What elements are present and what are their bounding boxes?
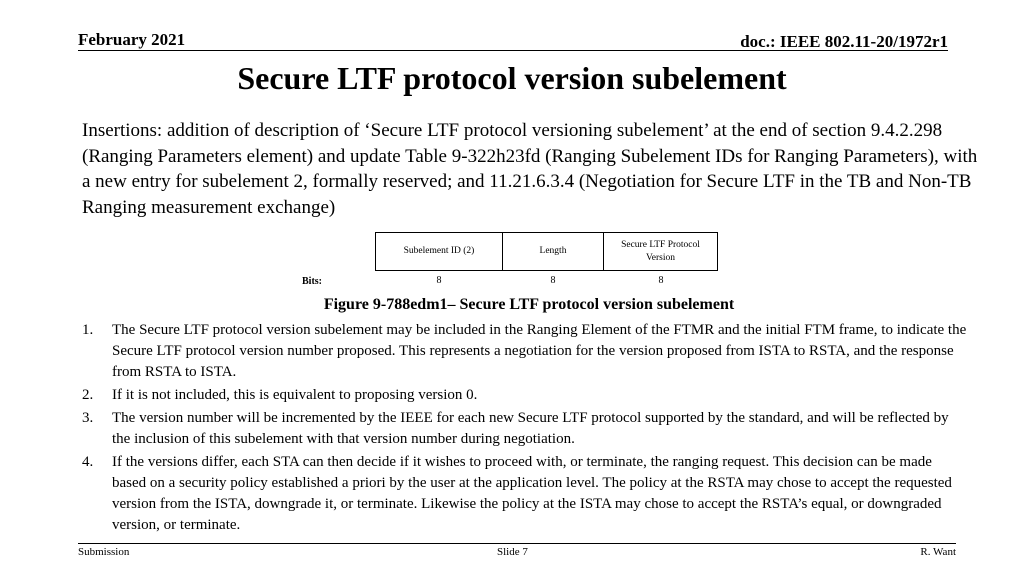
footer-author: R. Want [920, 546, 956, 558]
field-subelement-id: Subelement ID (2) [376, 233, 503, 271]
subelement-format-figure [375, 232, 718, 271]
list-item [82, 320, 967, 383]
list-item-text: The version number will be incremented by the IEEE for each new Secure LTF protocol supported by the standard, and will be reflected by the inclusion of this subelement with that version number during negotiation. [112, 410, 949, 447]
header-divider [78, 50, 948, 51]
list-item-number: 3. [82, 410, 94, 426]
bits-protocol-version: 8 [658, 275, 664, 286]
intro-paragraph: Insertions: addition of description of ‘Secure LTF protocol versioning subelement’ at the end of section 9.4.2.298 (Ranging Parameters element) and update Table 9-322h23fd (Ranging Subelement IDs for Ranging Parameters), with a new entry for subelement 2, formally reserved; and 11.21.6.3.4 (Negotiation for Secure LTF in the TB and Non-TB Ranging measurement exchange) [82, 120, 978, 218]
list-item-text: The Secure LTF protocol version subelement may be included in the Ranging Element of the FTMR and the initial FTM frame, to indicate the Secure LTF protocol version number proposed. This represents a negotiation for the version proposed from ISTA to RSTA, and the response from RSTA to ISTA. [112, 322, 967, 380]
figure-caption: Figure 9-788edm1– Secure LTF protocol version subelement [323, 296, 735, 313]
footer-divider [78, 543, 956, 544]
field-length: Length [503, 233, 604, 271]
list-item [82, 385, 967, 406]
header-doc-id: doc.: IEEE 802.11-20/1972r1 [740, 32, 948, 51]
list-item-number: 1. [82, 322, 94, 338]
bits-label: Bits: [302, 276, 322, 287]
bits-length: 8 [550, 275, 556, 286]
list-item [82, 408, 967, 450]
list-item-text: If it is not included, this is equivalent to proposing version 0. [112, 387, 478, 403]
list-item-number: 4. [82, 454, 94, 470]
header-date: February 2021 [78, 30, 186, 49]
numbered-list [82, 320, 967, 538]
list-item-number: 2. [82, 387, 94, 403]
bits-subelement-id: 8 [436, 275, 442, 286]
field-protocol-version: Secure LTF Protocol Version [604, 233, 718, 271]
footer-submission: Submission [78, 546, 130, 558]
footer-slide-number: Slide 7 [497, 546, 528, 558]
list-item-text: If the versions differ, each STA can then decide if it wishes to proceed with, or terminate, the ranging request. This decision can be made based on a security policy established a priori by the user at the application level. The policy at the RSTA may chose to accept the requested version from the ISTA, downgrade it, or terminate. Likewise the policy at the ISTA may chose to accept the RSTA’s equal, or downgraded version, or terminate. [112, 454, 952, 533]
slide-title: Secure LTF protocol version subelement [237, 60, 787, 96]
list-item [82, 452, 967, 536]
